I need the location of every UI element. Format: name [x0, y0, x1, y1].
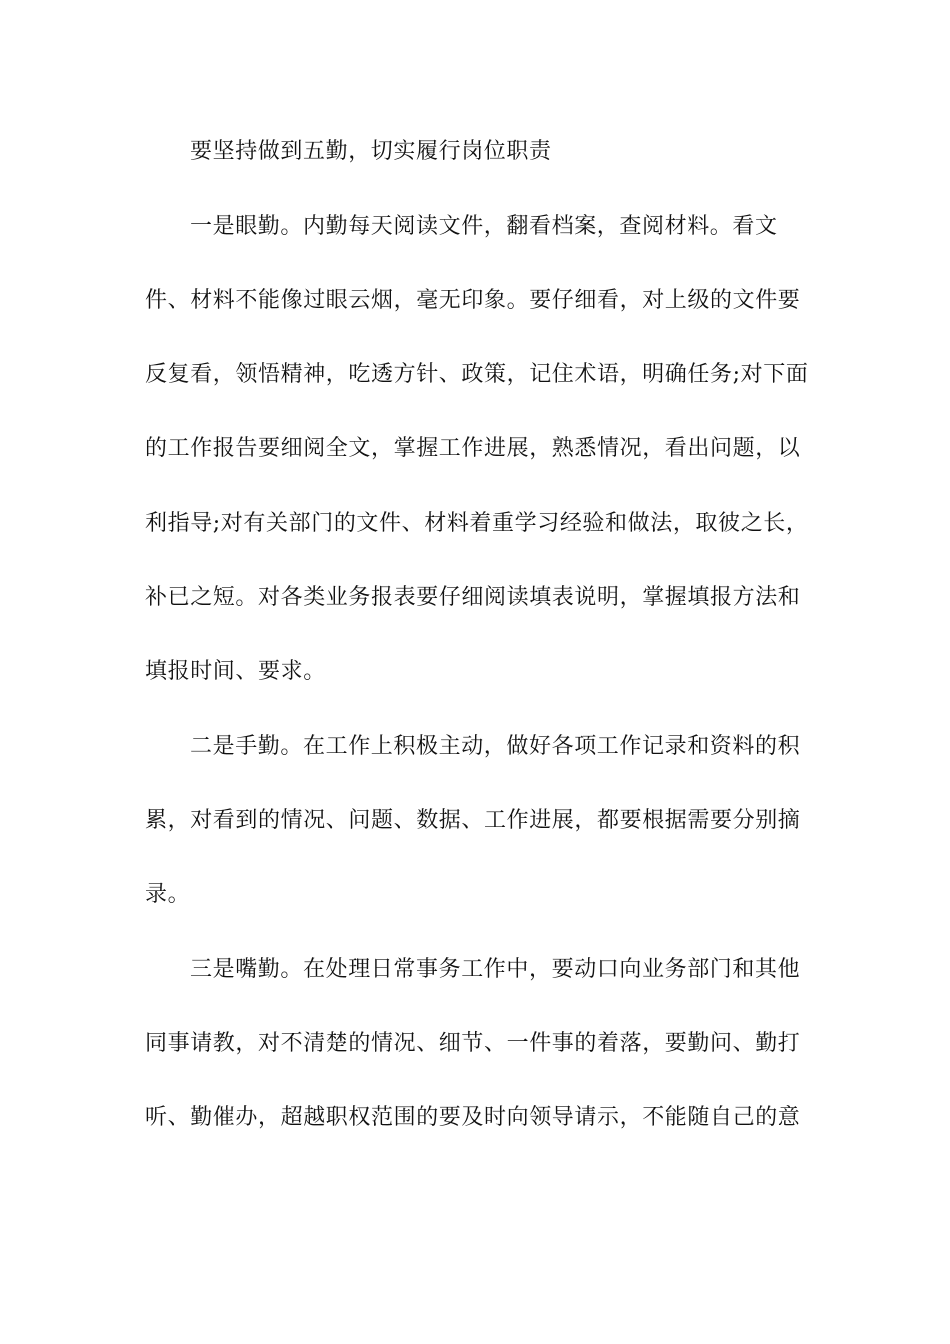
- paragraph-line: 的工作报告要细阅全文，掌握工作进展，熟悉情况，看出问题，以: [145, 436, 801, 461]
- paragraph-line: 三是嘴勤。在处理日常事务工作中，要动口向业务部门和其他: [190, 957, 801, 982]
- paragraph-line: 累，对看到的情况、问题、数据、工作进展，都要根据需要分别摘: [145, 808, 801, 833]
- paragraph-line: 填报时间、要求。: [145, 659, 326, 684]
- section-heading: 要坚持做到五勤，切实履行岗位职责: [190, 139, 552, 164]
- paragraph-line: 录。: [145, 882, 191, 907]
- paragraph-line: 一是眼勤。内勤每天阅读文件，翻看档案，查阅材料。看文: [190, 214, 778, 239]
- paragraph-line: 同事请教，对不清楚的情况、细节、一件事的着落，要勤问、勤打: [145, 1031, 801, 1056]
- paragraph-line: 件、材料不能像过眼云烟，毫无印象。要仔细看，对上级的文件要: [145, 288, 801, 313]
- paragraph-line: 二是手勤。在工作上积极主动，做好各项工作记录和资料的积: [190, 734, 801, 759]
- paragraph-line: 反复看，领悟精神，吃透方针、政策，记住术语，明确任务;对下面: [145, 362, 809, 387]
- paragraph-line: 补已之短。对各类业务报表要仔细阅读填表说明，掌握填报方法和: [145, 585, 801, 610]
- paragraph-line: 利指导;对有关部门的文件、材料着重学习经验和做法，取彼之长，: [145, 511, 809, 536]
- paragraph-line: 听、勤催办，超越职权范围的要及时向领导请示，不能随自己的意: [145, 1105, 801, 1130]
